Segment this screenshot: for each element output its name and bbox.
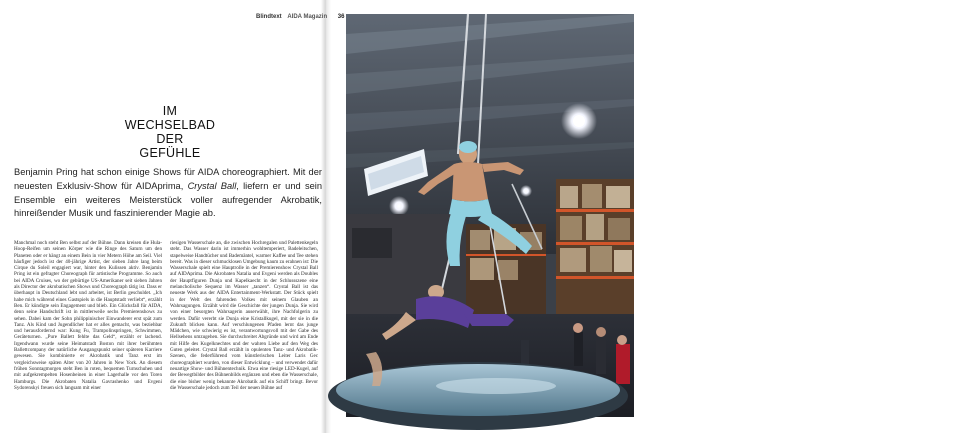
title-line: DER (156, 132, 184, 146)
article-lead (14, 166, 322, 221)
body-paragraph: riesigen Wasserschale an, die zwischen Hochregalen und Palettenkegeln steht. Das Wasser darin ist immerhin wohltemperiert, Badeleitschen, stapelweise Handtücher und Bademäntel, warmer Kaffee und Tee stehen bereit. Was in dieser schmucklosen Umgebung kaum zu erahnen ist: Die Wasserschale spielt eine Hauptrolle in der Premierenshow Crystal Ball auf AIDAprima. Die Akrobaten Natalia und Evgeni werden als Doubles der Hauptfiguren Dunja und Kapelkaecht in der Schlussszene eine melancholische Sequenz im Wasser „tanzen“. Crystal Ball ist das neueste Werk aus der AIDA Entertainment-Werkstatt. Der Stück spielt in der Welt des fahrenden Volkes mit seinem Glauben an Wahrsagungen. Erzählt wird die Geschichte der jungen Dunja. Sie wird von einer besorgten Wahrsagerin auserwählt, ihre Nachfolgerin zu werden. Dafür vererbt sie Dunja eine Kristallkugel, mit der sie in die Zukunft blicken kann. Auf verschlungenen Pfaden lernt das junge Mädchen, wie schwierig es ist, verantwortungsvoll mit der Gabe des Hellsehens umzugehen. Sie durchschreitet Abgründe und wird am Ende mit Hilfe des Kugelknechtes und der wahren Liebe auf den Weg des Guten geleitet. Crystal Ball erzählt in opulenten Tanz- und Akrobatik-Szenen, die federführend vom künstlerischen Leiter Laris Gec choreographiert wurden, von dieser Entwicklung – und verwendet dafür neuartige Show- und Bühnentechnik. Etwa eine riesige LED-Kugel, auf der Bewegtbilder des Bühnenbilds ergänzen und eben die Wasserschale, die eine bisher wenig bekannte Akrobatik auf ein Schiff bringt. Bevor die Wasserschale jedoch zum Teil der neuen Bühne auf (170, 240, 318, 391)
header-section: Blindtext (256, 14, 282, 20)
photo-illustration (346, 14, 634, 417)
lead-text: , liefern er und sein Ensemble ein weiteres Meisterstück voller aufregender Akrobatik, hinreißender Musik und faszinierender Magie ab. (14, 180, 323, 219)
page-gutter (321, 0, 331, 433)
article-title (110, 104, 230, 160)
photo-caption: Fegitatur sit optaeaerit dolum inicit cancilia dolupid mam uttem, as recocte eomnis axi volupatust dolore minci cancilia dolupid nis Fegitatur sit (907, 34, 977, 63)
lead-show-name: Crystal Ball (187, 180, 237, 191)
article-photo (346, 14, 977, 417)
page-number: 36 (337, 14, 345, 20)
title-line: WECHSELBAD (124, 118, 216, 132)
title-line: IM (162, 104, 178, 118)
body-paragraph: Manchmal noch steht Ben selbst auf der Bühne. Dann kreisen die Hula-Hoop-Reifen um seinen Körper wie die Ringe des Saturn um den Planeten oder er hängt an einem Bein in vier Metern Höhe am Seil. Viel häufiger jedoch ist der 40-jährige Artist, der sieben Jahre lang beim Cirque du Soleil engagiert war, hinter den Kulissen aktiv. Benjamin Pring ist ein gefragter Choreograph für artistische Programme. So auch bei AIDA Cruises, wo der gebürtige US-Amerikaner seit sieben Jahren als Director der akrobatischen Shows und Choreograph tätig ist. Dass er überhaupt in Deutschland lebt und arbeitet, ist Berlin geschuldet. „Ich habe mich während eines Gastspiels in die Hauptstadt verliebt“, erzählt Ben. Er kündigte sein Engagement und blieb. Ein Glücksfall für AIDA, denn seine Handschrift ist in mittlerweile sechs Premierenshows zu sehen. Dabei kam der Sohn philippinischer Einwanderer erst spät zum Tanz. Als Kind und Jugendlicher hat er alles gemacht, was beziehbar und herausfordernd war: Kung Fu, Trampolinspringen, Schwimmen, Geräteturnen. „Pure Ballett fehlte das Geld“, erzählt er lachend. Irgendwann wurde seine Heimatstadt Boston mit ihrer berühmten Ballettcompany der natürliche Ausgangspunkt seiner späteren Karriere gewesen. Sie kombinierte er Akrobatik und Tanz erst im vergleichsweise späten Alter von 20 Jahren in New York. An diesem frühen Sonntagmorgen steht Ben in roten, bequemen Turnschuhen und mit aufgekrempelten Hosenbeinen in einer Lagerhalle vor den Toren Hamburgs. Die Akrobaten Natalia Gavrashenko und Evgeni Sydorenskyi freuen sich langsam mit einer (14, 240, 162, 391)
lead-text: Benjamin Pring hat schon einige Shows für AIDA choreographiert. Mit der neuesten Exklusiv-Show für AIDAprima, (14, 167, 322, 191)
title-line: GEFÜHLE (139, 146, 201, 160)
body-column-1 (14, 240, 162, 428)
body-column-2 (170, 240, 318, 428)
header-magazine: AIDA Magazin (287, 14, 328, 20)
running-header (256, 14, 344, 20)
